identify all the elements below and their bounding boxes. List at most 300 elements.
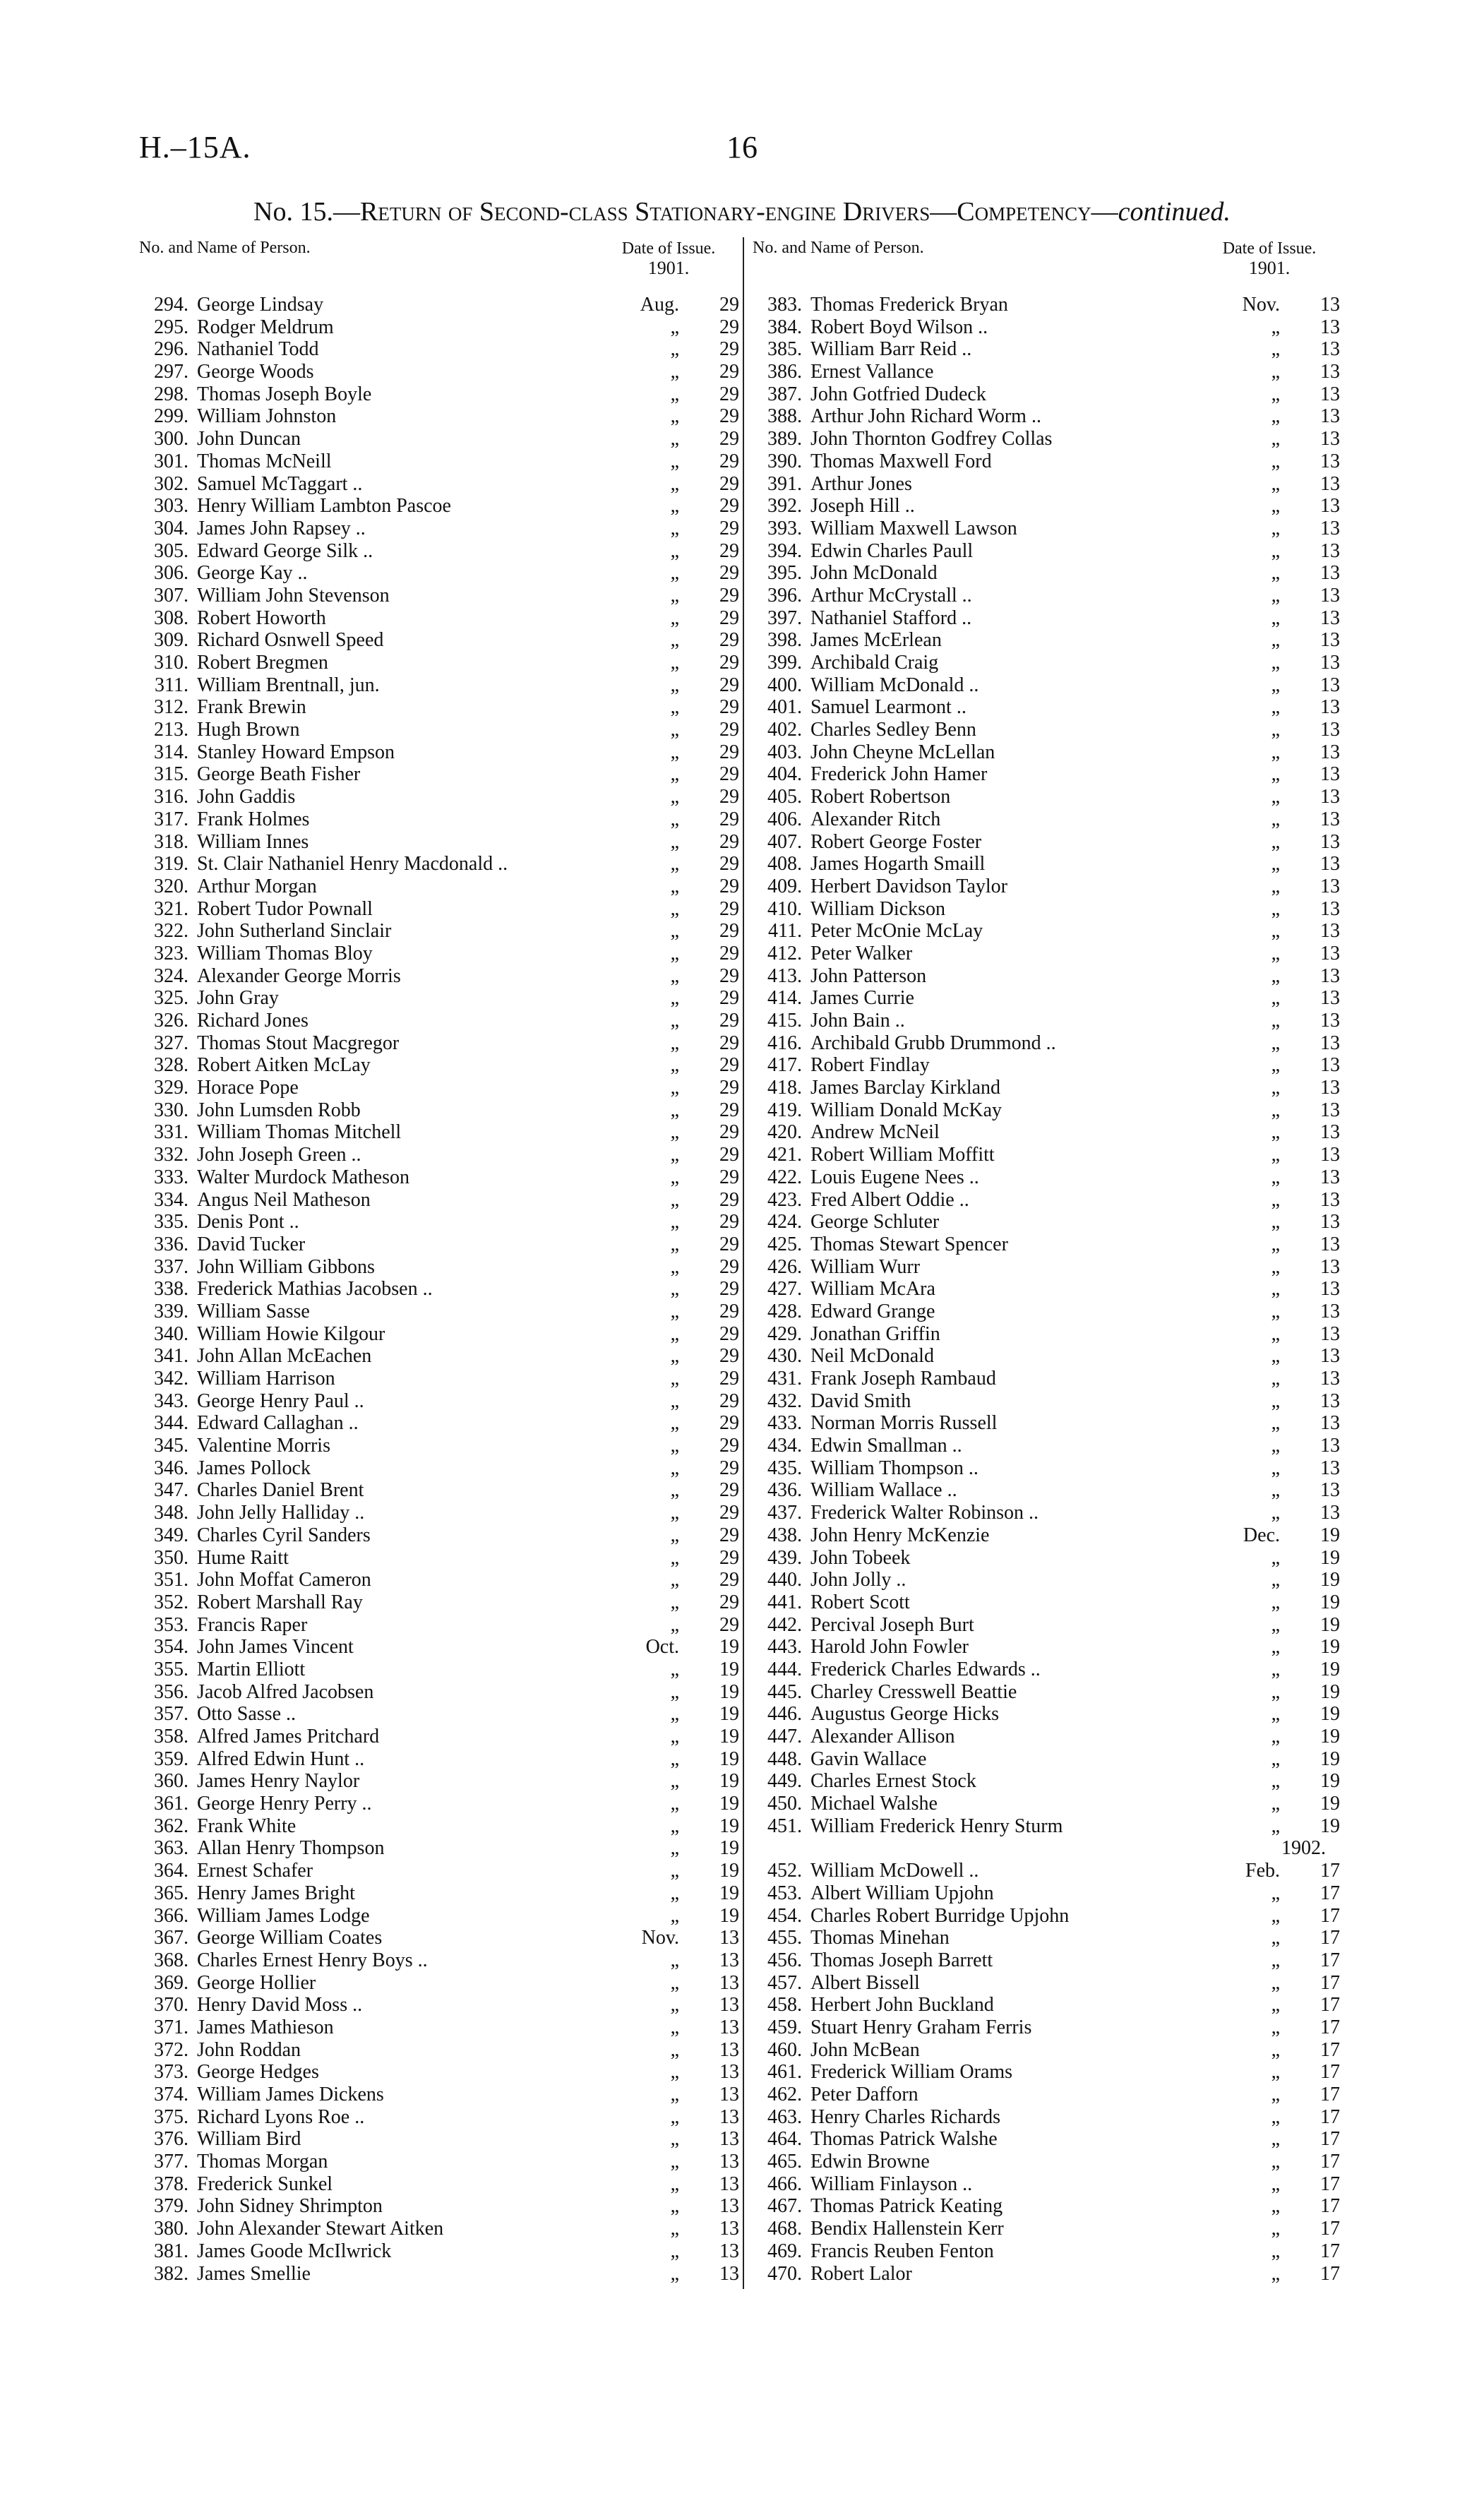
issue-month: „ <box>1271 383 1280 405</box>
issue-month: „ <box>1271 763 1280 786</box>
table-row <box>139 450 739 473</box>
issue-month: „ <box>1271 428 1280 450</box>
right-rows-1901 <box>753 294 1340 1837</box>
entry-number: 448. <box>767 1747 802 1770</box>
column-divider <box>743 237 744 2289</box>
issue-day: 13 <box>1320 674 1340 696</box>
table-row <box>753 943 1340 965</box>
issue-month: Aug. <box>640 294 679 316</box>
issue-month: „ <box>670 2240 679 2262</box>
issue-day: 13 <box>1320 942 1340 964</box>
table-row <box>139 607 739 630</box>
table-row <box>753 1524 1340 1547</box>
table-row <box>753 562 1340 585</box>
table-row <box>753 808 1340 831</box>
person-name: Herbert Davidson Taylor <box>810 875 1008 897</box>
table-row <box>753 1211 1340 1233</box>
table-row <box>139 875 739 898</box>
issue-day: 13 <box>1320 652 1340 674</box>
issue-month: „ <box>670 1368 679 1390</box>
entry-number: 445. <box>767 1680 802 1703</box>
entry-number: 347. <box>154 1479 189 1502</box>
person-name: George Hedges <box>197 2061 319 2084</box>
person-name: Hume Raitt <box>197 1546 289 1569</box>
table-row <box>139 1435 739 1457</box>
person-name: John Tobeek <box>810 1546 911 1569</box>
person-name: William Thompson .. <box>810 1457 979 1479</box>
table-row <box>139 383 739 406</box>
entry-number: 307. <box>154 584 189 606</box>
person-name: John Moffat Cameron <box>197 1569 371 1591</box>
table-row <box>139 1591 739 1614</box>
issue-month: „ <box>1271 652 1280 674</box>
issue-month: „ <box>670 1882 679 1904</box>
table-row <box>139 1032 739 1055</box>
issue-day: 29 <box>719 584 739 606</box>
person-name: Jonathan Griffin <box>810 1322 940 1345</box>
issue-day: 13 <box>719 2128 739 2151</box>
table-row <box>753 405 1340 428</box>
entry-number: 213. <box>154 719 189 741</box>
table-row <box>139 696 739 719</box>
table-row <box>753 875 1340 898</box>
table-row <box>753 652 1340 674</box>
person-name: Thomas Stout Macgregor <box>197 1032 400 1054</box>
entry-number: 332. <box>154 1144 189 1166</box>
person-name: Augustus George Hicks <box>810 1703 1000 1726</box>
person-name: James Henry Naylor <box>197 1770 360 1793</box>
issue-day: 13 <box>1320 1233 1340 1255</box>
table-row <box>753 1748 1340 1771</box>
person-name: Alexander Allison <box>810 1726 955 1747</box>
table-row <box>139 741 739 764</box>
entry-number: 352. <box>154 1591 189 1613</box>
person-name: Robert Findlay <box>810 1054 930 1077</box>
issue-day: 13 <box>719 2105 739 2128</box>
table-row <box>139 920 739 943</box>
issue-day: 13 <box>1320 1300 1340 1322</box>
entry-number: 355. <box>154 1658 189 1680</box>
person-name: Robert Howorth <box>197 606 326 629</box>
right-column-header <box>753 237 1340 294</box>
person-name: John William Gibbons <box>197 1255 375 1278</box>
entry-number: 417. <box>767 1054 802 1077</box>
issue-month: „ <box>670 1345 679 1368</box>
person-name: John Henry McKenzie <box>810 1524 990 1546</box>
issue-day: 29 <box>719 674 739 696</box>
person-name: Charles Sedley Benn <box>810 719 976 741</box>
entry-number: 442. <box>767 1613 802 1636</box>
table-row <box>139 540 739 563</box>
person-name: Fred Albert Oddie .. <box>810 1188 969 1211</box>
entry-number: 304. <box>154 517 189 539</box>
table-row <box>753 1077 1340 1099</box>
issue-day: 19 <box>719 1726 739 1747</box>
issue-month: „ <box>670 897 679 920</box>
issue-month: „ <box>670 2038 679 2061</box>
issue-day: 13 <box>1320 1121 1340 1144</box>
person-name: John McBean <box>810 2038 920 2061</box>
person-name: Thomas Minehan <box>810 1927 950 1949</box>
entry-number: 467. <box>767 2195 802 2218</box>
person-name: Samuel McTaggart .. <box>197 472 363 495</box>
issue-day: 13 <box>1320 383 1340 405</box>
table-row <box>753 1569 1340 1591</box>
issue-month: „ <box>1271 584 1280 606</box>
entry-number: 365. <box>154 1882 189 1904</box>
issue-day: 19 <box>719 1747 739 1770</box>
person-name: Peter McOnie McLay <box>810 920 983 943</box>
person-name: Henry James Bright <box>197 1882 355 1904</box>
left-column-header <box>139 237 739 294</box>
table-row <box>753 719 1340 741</box>
table-row <box>753 1457 1340 1480</box>
issue-month: „ <box>670 1815 679 1837</box>
table-row <box>753 1703 1340 1726</box>
person-name: Michael Walshe <box>810 1793 938 1815</box>
entry-number: 433. <box>767 1412 802 1435</box>
table-row <box>753 1121 1340 1144</box>
entry-number: 364. <box>154 1860 189 1882</box>
table-row <box>753 1010 1340 1032</box>
person-name: Robert Lalor <box>810 2262 912 2285</box>
person-name: Thomas Patrick Walshe <box>810 2128 998 2151</box>
table-row <box>139 2240 739 2263</box>
table-row <box>139 1726 739 1748</box>
entry-number: 383. <box>767 294 802 316</box>
table-row <box>139 1927 739 1949</box>
issue-month: „ <box>670 1300 679 1322</box>
person-name: Harold John Fowler <box>810 1636 969 1659</box>
entry-number: 428. <box>767 1300 802 1322</box>
issue-day: 19 <box>719 1815 739 1837</box>
table-row <box>139 1278 739 1301</box>
table-row <box>139 1233 739 1256</box>
issue-month: „ <box>1271 1949 1280 1971</box>
table-row <box>139 585 739 607</box>
table-row <box>139 1345 739 1368</box>
entry-number: 389. <box>767 428 802 450</box>
issue-month: „ <box>1271 920 1280 943</box>
issue-month: „ <box>1271 2151 1280 2173</box>
person-name: Albert Bissell <box>810 1971 920 1994</box>
table-row <box>753 361 1340 383</box>
table-row <box>753 1233 1340 1256</box>
table-row <box>753 450 1340 473</box>
person-name: Charles Ernest Henry Boys .. <box>197 1949 428 1971</box>
entry-number: 353. <box>154 1613 189 1636</box>
entry-number: 432. <box>767 1390 802 1412</box>
issue-day: 19 <box>719 1703 739 1726</box>
entry-number: 311. <box>155 674 189 696</box>
issue-day: 29 <box>719 361 739 383</box>
issue-month: „ <box>1271 472 1280 495</box>
person-name: St. Clair Nathaniel Henry Macdonald .. <box>197 853 508 875</box>
issue-month: „ <box>1271 1010 1280 1032</box>
issue-day: 13 <box>1320 428 1340 450</box>
person-name: John Gotfried Dudeck <box>810 383 986 405</box>
issue-day: 29 <box>719 987 739 1010</box>
issue-day: 29 <box>719 1613 739 1636</box>
issue-day: 29 <box>719 1032 739 1054</box>
entry-number: 436. <box>767 1479 802 1502</box>
issue-month: „ <box>670 383 679 405</box>
table-row <box>139 987 739 1010</box>
entry-number: 396. <box>767 584 802 606</box>
right-rows-1902 <box>753 1860 1340 2285</box>
issue-month: „ <box>1271 674 1280 696</box>
person-name: John Allan McEachen <box>197 1345 372 1368</box>
table-row <box>753 1681 1340 1704</box>
issue-month: „ <box>1271 1546 1280 1569</box>
entry-number: 424. <box>767 1211 802 1233</box>
issue-day: 17 <box>1320 1927 1340 1949</box>
issue-day: 29 <box>719 741 739 763</box>
person-name: Gavin Wallace <box>810 1747 927 1770</box>
person-name: Bendix Hallenstein Kerr <box>810 2218 1004 2240</box>
issue-day: 29 <box>719 1278 739 1301</box>
person-name: Robert Aitken McLay <box>197 1054 371 1077</box>
issue-day: 13 <box>1320 1322 1340 1345</box>
entry-number: 319. <box>154 853 189 875</box>
person-name: Thomas Stewart Spencer <box>810 1233 1008 1255</box>
table-row <box>753 1301 1340 1323</box>
table-row <box>753 1032 1340 1055</box>
date-header <box>1199 239 1340 278</box>
issue-month: „ <box>1271 875 1280 897</box>
issue-month: „ <box>1271 2218 1280 2240</box>
entry-number: 343. <box>154 1390 189 1412</box>
person-name: Robert George Foster <box>810 830 982 853</box>
issue-month: „ <box>670 1211 679 1233</box>
page-number: 16 <box>726 130 758 165</box>
table-row <box>753 1054 1340 1077</box>
person-name: Francis Raper <box>197 1613 308 1636</box>
table-row <box>753 786 1340 808</box>
entry-number: 387. <box>767 383 802 405</box>
person-name: Percival Joseph Burt <box>810 1613 974 1636</box>
issue-month: „ <box>1271 1636 1280 1659</box>
table-row <box>139 1614 739 1637</box>
issue-day: 13 <box>1320 1144 1340 1166</box>
table-row <box>753 1860 1340 1882</box>
title-main: Return of Second-class Stationary-engine Drivers—Competency— <box>360 197 1118 227</box>
person-name: James John Rapsey .. <box>197 517 366 539</box>
person-name: Frederick Charles Edwards .. <box>810 1658 1041 1680</box>
entry-number: 338. <box>154 1278 189 1301</box>
entry-number: 318. <box>154 830 189 853</box>
table-row <box>139 1121 739 1144</box>
table-row <box>139 2263 739 2285</box>
person-name: William Maxwell Lawson <box>810 517 1017 539</box>
issue-month: „ <box>670 1435 679 1457</box>
table-row <box>139 1144 739 1166</box>
table-row <box>753 1502 1340 1524</box>
issue-day: 13 <box>1320 316 1340 338</box>
issue-month: „ <box>1271 1300 1280 1322</box>
person-name: Edward Callaghan .. <box>197 1412 359 1435</box>
table-row <box>753 316 1340 339</box>
person-name: Charles Ernest Stock <box>810 1770 976 1793</box>
issue-day: 13 <box>1320 719 1340 741</box>
issue-month: „ <box>1271 1390 1280 1412</box>
entry-number: 294. <box>154 294 189 316</box>
table-row <box>139 1211 739 1233</box>
issue-month: „ <box>670 472 679 495</box>
entry-number: 425. <box>767 1233 802 1255</box>
person-name: Richard Osnwell Speed <box>197 629 384 652</box>
table-row <box>139 786 739 808</box>
entry-number: 367. <box>154 1927 189 1949</box>
table-row <box>139 405 739 428</box>
person-name: Frank White <box>197 1815 297 1837</box>
issue-month: „ <box>1271 1255 1280 1278</box>
person-name: George Kay .. <box>197 562 308 585</box>
table-row <box>753 1323 1340 1346</box>
table-row <box>139 831 739 854</box>
person-name: David Smith <box>810 1390 911 1412</box>
table-row <box>753 585 1340 607</box>
person-name: Thomas Patrick Keating <box>810 2195 1003 2218</box>
issue-month: „ <box>670 920 679 943</box>
entry-number: 328. <box>154 1054 189 1077</box>
person-name: Frank Brewin <box>197 696 306 719</box>
issue-day: 29 <box>719 1435 739 1457</box>
issue-day: 13 <box>1320 1412 1340 1435</box>
entry-number: 369. <box>154 1971 189 1994</box>
person-name: William Brentnall, jun. <box>197 674 380 696</box>
issue-month: „ <box>670 1121 679 1144</box>
issue-month: „ <box>1271 1479 1280 1502</box>
person-name: Edward George Silk .. <box>197 539 373 562</box>
issue-day: 13 <box>719 2016 739 2038</box>
issue-day: 19 <box>719 1770 739 1793</box>
table-row <box>753 2016 1340 2039</box>
issue-month: „ <box>1271 1032 1280 1054</box>
person-name: John Lumsden Robb <box>197 1099 361 1121</box>
issue-month: „ <box>670 1904 679 1927</box>
issue-day: 13 <box>1320 1099 1340 1121</box>
entry-number: 361. <box>154 1793 189 1815</box>
entry-number: 363. <box>154 1837 189 1860</box>
issue-month: „ <box>670 1770 679 1793</box>
entry-number: 456. <box>767 1949 802 1971</box>
table-row <box>753 2218 1340 2240</box>
issue-day: 19 <box>1320 1636 1340 1659</box>
entry-number: 444. <box>767 1658 802 1680</box>
issue-day: 19 <box>719 1904 739 1927</box>
entry-number: 297. <box>154 361 189 383</box>
entry-number: 412. <box>767 942 802 964</box>
issue-month: „ <box>1271 495 1280 518</box>
issue-month: „ <box>1271 629 1280 652</box>
issue-month: „ <box>670 2084 679 2105</box>
table-row <box>139 338 739 361</box>
entry-number: 401. <box>767 696 802 719</box>
person-name: Frank Holmes <box>197 808 310 830</box>
entry-number: 410. <box>767 897 802 920</box>
entry-number: 335. <box>154 1211 189 1233</box>
issue-month: „ <box>670 1010 679 1032</box>
issue-month: „ <box>670 987 679 1010</box>
table-row <box>753 1949 1340 1972</box>
date-header-year: 1901. <box>647 258 690 278</box>
entry-number: 418. <box>767 1077 802 1099</box>
issue-month: „ <box>1271 1188 1280 1211</box>
entry-number: 370. <box>154 1994 189 2016</box>
entry-number: 333. <box>154 1166 189 1188</box>
entry-number: 316. <box>154 786 189 808</box>
person-name: William McDonald .. <box>810 674 979 696</box>
issue-month: „ <box>670 1278 679 1301</box>
entry-number: 449. <box>767 1770 802 1793</box>
issue-day: 19 <box>1320 1793 1340 1815</box>
issue-month: „ <box>670 562 679 585</box>
issue-month: „ <box>670 428 679 450</box>
entry-number: 393. <box>767 517 802 539</box>
table-row <box>753 1166 1340 1189</box>
person-name: George Henry Perry .. <box>197 1793 372 1815</box>
person-name: William Wallace .. <box>810 1479 957 1502</box>
name-header: No. and Name of Person. <box>753 239 924 257</box>
table-row <box>753 495 1340 518</box>
person-name: James Pollock <box>197 1457 311 1479</box>
table-row <box>139 2084 739 2106</box>
entry-number: 309. <box>154 629 189 652</box>
issue-day: 13 <box>1320 1077 1340 1099</box>
issue-month: „ <box>670 696 679 719</box>
issue-month: „ <box>670 1502 679 1524</box>
document-reference: H.–15A. <box>139 130 251 165</box>
entry-number: 324. <box>154 964 189 987</box>
issue-month: „ <box>1271 1726 1280 1747</box>
entry-number: 434. <box>767 1435 802 1457</box>
table-row <box>753 1099 1340 1122</box>
issue-day: 13 <box>1320 1188 1340 1211</box>
entry-number: 404. <box>767 763 802 786</box>
person-name: John Cheyne McLellan <box>810 741 995 763</box>
issue-month: „ <box>1271 897 1280 920</box>
entry-number: 395. <box>767 562 802 585</box>
issue-day: 19 <box>1320 1703 1340 1726</box>
entry-number: 315. <box>154 763 189 786</box>
issue-month: „ <box>670 853 679 875</box>
issue-month: „ <box>670 1457 679 1479</box>
person-name: Arthur Morgan <box>197 875 317 897</box>
table-row <box>139 2016 739 2039</box>
issue-month: Nov. <box>641 1927 679 1949</box>
person-name: Arthur McCrystall .. <box>810 584 972 606</box>
entry-number: 469. <box>767 2240 802 2262</box>
entry-number: 400. <box>767 674 802 696</box>
issue-day: 19 <box>1320 1815 1340 1837</box>
issue-month: „ <box>670 450 679 472</box>
person-name: Robert Marshall Ray <box>197 1591 363 1613</box>
entry-number: 426. <box>767 1255 802 1278</box>
issue-month: „ <box>1271 1658 1280 1680</box>
person-name: Thomas Frederick Bryan <box>810 294 1008 316</box>
person-name: Alexander George Morris <box>197 964 401 987</box>
person-name: Arthur Jones <box>810 472 912 495</box>
date-header-label: Date of Issue. <box>1222 239 1317 258</box>
person-name: Martin Elliott <box>197 1658 306 1680</box>
entry-number: 408. <box>767 853 802 875</box>
entry-number: 336. <box>154 1233 189 1255</box>
person-name: Robert Boyd Wilson .. <box>810 316 988 338</box>
entry-number: 359. <box>154 1747 189 1770</box>
issue-day: 13 <box>1320 763 1340 786</box>
issue-month: „ <box>1271 1770 1280 1793</box>
